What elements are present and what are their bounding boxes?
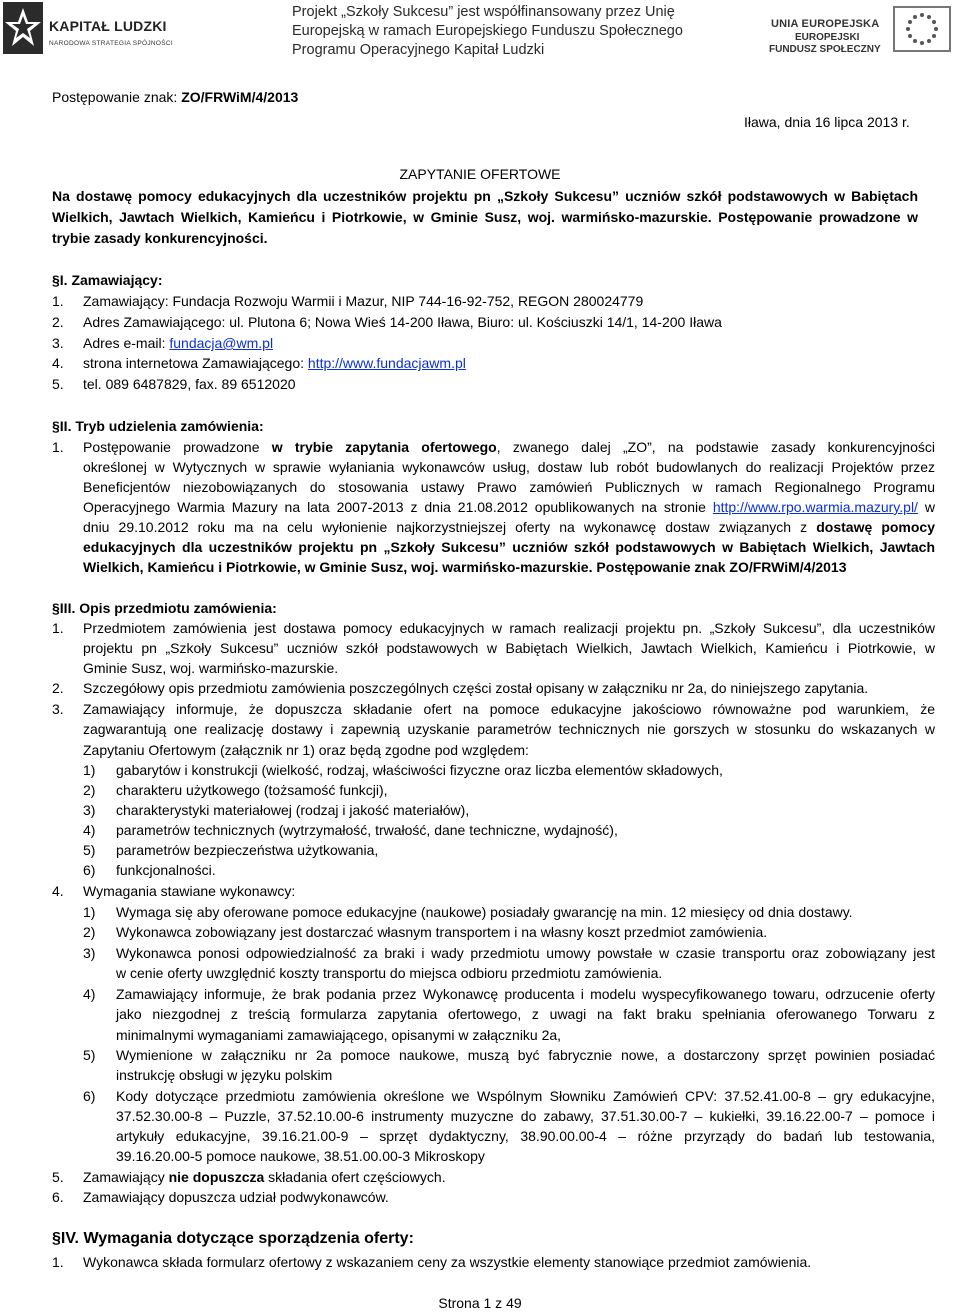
intro-line: trybie zasady konkurencyjności. xyxy=(52,230,268,246)
funding-line: Programu Operacyjnego Kapitał Ludzki xyxy=(292,42,545,58)
sub-item-text: artykuły edukacyjne, 39.16.21.00-9 – sprzęt dydaktyczny, 38.90.00.00-4 – różne przyrządy do badań lub testowania, xyxy=(116,1128,935,1144)
text-run-bold: w trybie zapytania ofertowego xyxy=(271,439,497,455)
section-heading: §I. Zamawiający: xyxy=(52,272,163,288)
paragraph-line: Zamawiający informuje, że dopuszcza składanie ofert na pomoce edukacyjne jakościowo równoważne pod warunkiem, że xyxy=(83,701,935,717)
intro-line: Na dostawę pomocy edukacyjnych dla uczestników projektu pn „Szkoły Sukcesu” uczniów szkół podstawowych w Babiętach xyxy=(52,188,918,204)
section-heading: §III. Opis przedmiotu zamówienia: xyxy=(52,600,277,616)
website-label: strona internetowa Zamawiającego: xyxy=(83,355,308,371)
list-item-number: 4. xyxy=(52,355,64,371)
procedure-reference-code: ZO/FRWiM/4/2013 xyxy=(181,89,299,105)
email-label: Adres e-mail: xyxy=(83,335,170,351)
project-funding-note xyxy=(292,3,702,60)
kapital-ludzki-subtitle: NARODOWA STRATEGIA SPÓJNOŚCI xyxy=(49,40,173,47)
section-heading: §II. Tryb udzielenia zamówienia: xyxy=(52,418,264,434)
paragraph-line: Szczegółowy opis przedmiotu zamówienia poszczególnych części został opisany w załączniku nr 2a, do niniejszego zapytania. xyxy=(83,680,869,696)
text-run: Zamawiający xyxy=(83,1169,169,1185)
paragraph-line: Wykonawca składa formularz ofertowy z wskazaniem ceny za wszystkie elementy stanowiące przedmiot zamówienia. xyxy=(83,1254,812,1270)
list-item-number: 1. xyxy=(52,1254,64,1270)
kapital-ludzki-title: KAPITAŁ LUDZKI xyxy=(49,18,167,34)
paragraph-line: projektu pn „Szkoły Sukcesu” uczniów szkół podstawowych w Babiętach Wielkich, Jawtach Wielkich, Kamieńcu i Piotrkowie, w xyxy=(83,640,935,656)
paragraph-line: Beneficjentów niezobowiązanych do stosowania ustawy Prawo zamówień Publicznych w ramach Regionalnego Programu xyxy=(83,479,935,495)
sub-item-number: 4) xyxy=(83,986,96,1002)
funding-line: Europejską w ramach Europejskiego Funduszu Społecznego xyxy=(292,23,683,39)
sub-item-number: 3) xyxy=(83,945,96,961)
sub-item-number: 3) xyxy=(83,802,96,818)
eu-logo-line: EUROPEJSKI xyxy=(795,32,860,43)
paragraph-line xyxy=(83,437,935,457)
sub-item-number: 2) xyxy=(83,924,96,940)
paragraph-line xyxy=(83,497,935,517)
paragraph-line xyxy=(83,1167,446,1187)
list-item-number: 5. xyxy=(52,1169,64,1185)
sub-item-number: 1) xyxy=(83,762,96,778)
paragraph-line: Zapytaniu Ofertowym (załącznik nr 1) oraz będą zgodne pod względem: xyxy=(83,742,529,758)
sub-item-number: 6) xyxy=(83,862,96,878)
text-run: , zwanego dalej „ZO”, na podstawie zasady konkurencyjności xyxy=(496,439,935,455)
sub-item-number: 5) xyxy=(83,842,96,858)
text-run: w xyxy=(917,499,935,515)
section-heading: §IV. Wymagania dotyczące sporządzenia oferty: xyxy=(52,1230,414,1247)
paragraph-line xyxy=(83,517,935,537)
sub-item-text: gabarytów i konstrukcji (wielkość, rodzaj, właściwości fizyczne oraz liczba elementów składowych, xyxy=(116,762,723,778)
paragraph-line: Wymagania stawiane wykonawcy: xyxy=(83,883,296,899)
paragraph-line: Wielkich, Kamieńcu i Piotrkowie, w Gminie Susz, woj. warmińsko-mazurskie. Postępowanie znak ZO/FRWiM/4/2013 xyxy=(83,559,847,575)
place-date: Iława, dnia 16 lipca 2013 r. xyxy=(744,114,910,130)
text-run-bold: dostawę pomocy xyxy=(816,519,935,535)
sub-item-text: minimalnymi wymaganiami zamawiającego, opisanymi w załączniku 2a, xyxy=(116,1027,562,1043)
sub-item-text: parametrów bezpieczeństwa użytkowania, xyxy=(116,842,379,858)
sub-item-text: Zamawiający informuje, że brak podania przez Wykonawcę producenta i modelu wyspecyfikowanego towaru, odrzucenie oferty xyxy=(116,986,935,1002)
sub-item-text: w cenie oferty uwzględnić koszty transportu do miejsca odbioru przedmiotu zamówienia. xyxy=(116,965,663,981)
sub-item-text: jako niezgodnej z treścią formularza zapytania ofertowego, z uwagi na fakt braku spełniania oferowanego Torwaru z xyxy=(116,1006,935,1022)
eu-logo-line: UNIA EUROPEJSKA xyxy=(771,18,880,30)
sub-item-number: 4) xyxy=(83,822,96,838)
sub-item-text: charakteru użytkowego (tożsamość funkcji), xyxy=(116,782,388,798)
list-item-number: 5. xyxy=(52,376,64,392)
sub-item-number: 5) xyxy=(83,1047,96,1063)
list-item-text: tel. 089 6487829, fax. 89 6512020 xyxy=(83,376,296,392)
kapital-ludzki-logo xyxy=(3,2,173,56)
sub-item-number: 6) xyxy=(83,1088,96,1104)
sub-item-number: 1) xyxy=(83,904,96,920)
sub-item-text: 39.16.20.00-5 pomoce naukowe, 38.51.00.00-3 Mikroskopy xyxy=(116,1148,485,1164)
page-header xyxy=(0,0,960,66)
procedure-reference xyxy=(52,87,298,107)
paragraph-line: edukacyjnych dla uczestników projektu pn „Szkoły Sukcesu” uczniów szkół podstawowych w Babiętach Wielkich, Jawtach xyxy=(83,539,935,555)
list-item-text xyxy=(83,333,273,353)
text-run: dniu 29.10.2012 roku ma na celu wyłonienie najkorzystniejszej oferty na wykonawcę dostaw związanych z xyxy=(83,519,817,535)
paragraph-line: Zamawiający dopuszcza udział podwykonawców. xyxy=(83,1189,389,1205)
list-item-text xyxy=(83,353,466,373)
sub-item-text: parametrów technicznych (wytrzymałość, trwałość, dane techniczne, wydajność), xyxy=(116,822,618,838)
list-item-number: 2. xyxy=(52,314,64,330)
sub-item-number: 2) xyxy=(83,782,96,798)
sub-item-text: 37.52.30.00-8 – Puzzle, 37.52.10.00-6 instrumenty muzyczne do zabawy, 37.51.30.00-7 – kukiełki, 39.16.22.00-7 – pomoce i xyxy=(116,1108,935,1124)
funding-line: Projekt „Szkoły Sukcesu” jest współfinansowany przez Unię xyxy=(292,4,675,20)
intro-line: Wielkich, Jawtach Wielkich, Kamieńcu i Piotrkowie, w Gminie Susz, woj. warmińsko-mazurskie. Postępowanie prowadzone w xyxy=(52,209,918,225)
eu-logo xyxy=(765,6,960,58)
paragraph-line: określonej w Wytycznych w sprawie wyłaniania wykonawców usług, dostaw lub robót budowlanych do realizacji Projektów przez xyxy=(83,459,935,475)
text-run: Operacyjnego Warmia Mazury na lata 2007-2013 z dnia 21.08.2012 opublikowanych na stronie xyxy=(83,499,713,515)
paragraph-line: zagwarantują one realizację dostawy i zapewnią uzyskanie parametrów technicznych nie gorszych w stosunku do wskazanych w xyxy=(83,721,935,737)
sub-item-text: instrukcję obsługi w języku polskim xyxy=(116,1067,333,1083)
sub-item-text: Wykonawca ponosi odpowiedzialność za braki i wady przedmiotu umowy powstałe w czasie transportu oraz zobowiązany jest xyxy=(116,945,935,961)
procedure-reference-label: Postępowanie znak: xyxy=(52,89,182,105)
text-run: Postępowanie prowadzone xyxy=(83,439,272,455)
list-item-number: 3. xyxy=(52,701,64,717)
list-item-number: 1. xyxy=(52,293,64,309)
list-item-number: 1. xyxy=(52,620,64,636)
list-item-number: 6. xyxy=(52,1189,64,1205)
list-item-number: 3. xyxy=(52,335,64,351)
text-run-bold: nie dopuszcza xyxy=(168,1169,265,1185)
sub-item-text: Wykonawca zobowiązany jest dostarczać własnym transportem i na własny koszt przedmiot zamówienia. xyxy=(116,924,768,940)
rpo-link[interactable]: http://www.rpo.warmia.mazury.pl/ xyxy=(712,499,918,515)
kapital-ludzki-star-icon xyxy=(3,2,43,54)
list-item-number: 4. xyxy=(52,883,64,899)
paragraph-line: Gminie Susz, woj. warmińsko-mazurskie. xyxy=(83,660,339,676)
sub-item-text: Wymienione w załączniku nr 2a pomoce naukowe, muszą być fabrycznie nowe, a dostarczony sprzęt powinien posiadać xyxy=(116,1047,935,1063)
website-link[interactable]: http://www.fundacjawm.pl xyxy=(307,355,466,371)
paragraph-line: Przedmiotem zamówienia jest dostawa pomocy edukacyjnych w ramach realizacji projektu pn. „Szkoły Sukcesu”, dla uczestników xyxy=(83,620,935,636)
sub-item-text: Wymaga się aby oferowane pomoce edukacyjne (naukowe) posiadały gwarancję na min. 12 miesięcy od dnia dostawy. xyxy=(116,904,853,920)
list-item-text: Adres Zamawiającego: ul. Plutona 6; Nowa Wieś 14-200 Iława, Biuro: ul. Kościuszki 14/1, 14-200 Iława xyxy=(83,314,722,330)
list-item-number: 2. xyxy=(52,680,64,696)
email-link[interactable]: fundacja@wm.pl xyxy=(169,335,274,351)
sub-item-text: Kody dotyczące przedmiotu zamówienia określone we Wspólnym Słowniku Zamówień CPV: 37.52.41.00-8 – gry edukacyjne, xyxy=(116,1088,935,1104)
list-item-text: Zamawiający: Fundacja Rozwoju Warmii i Mazur, NIP 744-16-92-752, REGON 280024779 xyxy=(83,293,644,309)
page-number: Strona 1 z 49 xyxy=(438,1295,522,1311)
text-run: składania ofert częściowych. xyxy=(264,1169,446,1185)
eu-flag-icon xyxy=(893,6,951,52)
eu-logo-line: FUNDUSZ SPOŁECZNY xyxy=(769,44,881,55)
document-title: ZAPYTANIE OFERTOWE xyxy=(399,166,561,182)
list-item-number: 1. xyxy=(52,439,64,455)
sub-item-text: funkcjonalności. xyxy=(116,862,216,878)
sub-item-text: charakterystyki materiałowej (rodzaj i jakość materiałów), xyxy=(116,802,470,818)
